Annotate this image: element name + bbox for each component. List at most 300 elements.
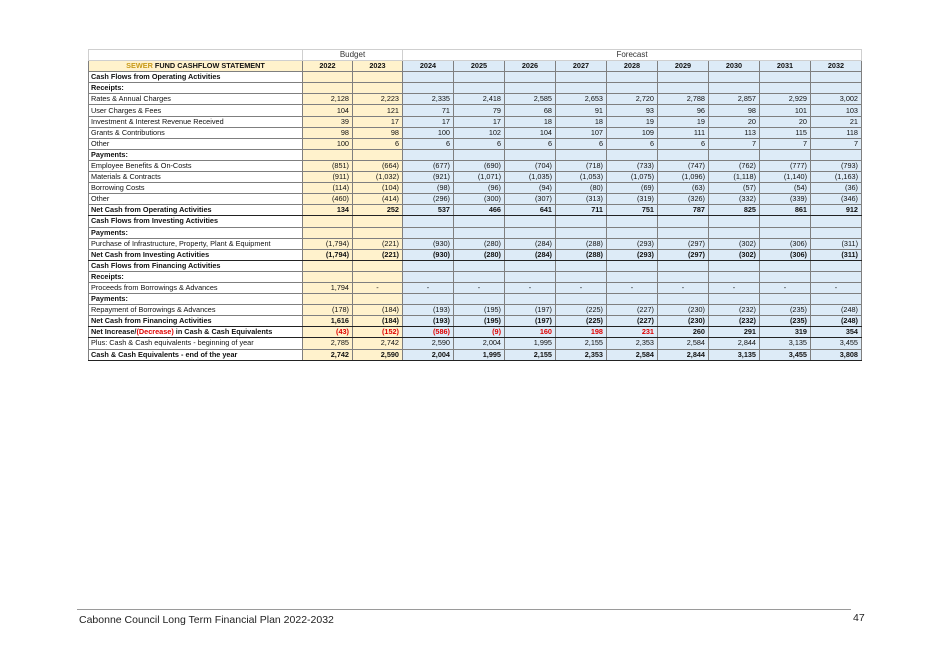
- value-cell: 6: [353, 138, 403, 149]
- year-header-2032: 2032: [811, 61, 862, 72]
- row-label-part-red: (Decrease): [136, 327, 174, 337]
- value-cell: -: [607, 282, 658, 293]
- value-cell: (311): [811, 249, 862, 260]
- value-cell: 2,584: [607, 349, 658, 360]
- value-cell: [760, 216, 811, 227]
- value-cell: 111: [658, 127, 709, 138]
- value-cell: (288): [556, 238, 607, 249]
- value-cell: [607, 149, 658, 160]
- value-cell: (911): [303, 172, 353, 183]
- row-label: Payments:: [89, 149, 303, 160]
- year-header-2029: 2029: [658, 61, 709, 72]
- value-cell: (36): [811, 183, 862, 194]
- value-cell: 231: [607, 327, 658, 338]
- value-cell: -: [403, 282, 454, 293]
- footer-document-title: Cabonne Council Long Term Financial Plan 2022-2032: [79, 614, 334, 626]
- year-header-2030: 2030: [709, 61, 760, 72]
- value-cell: -: [811, 282, 862, 293]
- value-cell: (1,163): [811, 172, 862, 183]
- value-cell: (248): [811, 305, 862, 316]
- value-cell: 17: [403, 116, 454, 127]
- row-label-part: Net Increase/: [91, 327, 137, 337]
- value-cell: [760, 271, 811, 282]
- group-header-row: [89, 50, 862, 61]
- table-row: [89, 116, 862, 127]
- value-cell: [811, 294, 862, 305]
- year-header-2022: 2022: [303, 61, 353, 72]
- value-cell: [303, 83, 353, 94]
- value-cell: 2,335: [403, 94, 454, 105]
- value-cell: (178): [303, 305, 353, 316]
- value-cell: (69): [607, 183, 658, 194]
- year-header-2031: 2031: [760, 61, 811, 72]
- value-cell: (1,140): [760, 172, 811, 183]
- value-cell: (235): [760, 305, 811, 316]
- value-cell: 20: [709, 116, 760, 127]
- value-cell: 7: [811, 138, 862, 149]
- value-cell: (793): [811, 160, 862, 171]
- value-cell: 291: [709, 327, 760, 338]
- value-cell: (677): [403, 160, 454, 171]
- row-label: User Charges & Fees: [89, 105, 303, 116]
- table-row: [89, 271, 862, 282]
- value-cell: [709, 72, 760, 83]
- value-cell: [556, 271, 607, 282]
- value-cell: (280): [454, 249, 505, 260]
- value-cell: 98: [303, 127, 353, 138]
- value-cell: -: [353, 282, 403, 293]
- row-label: Investment & Interest Revenue Received: [89, 116, 303, 127]
- value-cell: (230): [658, 305, 709, 316]
- value-cell: 3,135: [709, 349, 760, 360]
- value-cell: 3,455: [760, 349, 811, 360]
- value-cell: [556, 260, 607, 271]
- value-cell: 912: [811, 205, 862, 216]
- value-cell: 160: [505, 327, 556, 338]
- value-cell: [709, 216, 760, 227]
- value-cell: (193): [403, 316, 454, 327]
- table-row: [89, 327, 862, 338]
- value-cell: [709, 83, 760, 94]
- row-label: Cash & Cash Equivalents - end of the year: [89, 349, 303, 360]
- value-cell: [505, 260, 556, 271]
- value-cell: (300): [454, 194, 505, 205]
- value-cell: [505, 149, 556, 160]
- value-cell: (293): [607, 249, 658, 260]
- value-cell: (302): [709, 238, 760, 249]
- value-cell: (284): [505, 249, 556, 260]
- value-cell: [811, 260, 862, 271]
- value-cell: 93: [607, 105, 658, 116]
- value-cell: 2,788: [658, 94, 709, 105]
- row-label: Net Cash from Financing Activities: [89, 316, 303, 327]
- year-header-2025: 2025: [454, 61, 505, 72]
- value-cell: (184): [353, 305, 403, 316]
- value-cell: 2,004: [403, 349, 454, 360]
- value-cell: 354: [811, 327, 862, 338]
- value-cell: (296): [403, 194, 454, 205]
- page-number: 47: [853, 612, 865, 624]
- statement-title: [89, 61, 303, 72]
- value-cell: (1,071): [454, 172, 505, 183]
- value-cell: 19: [607, 116, 658, 127]
- year-header-row: [89, 61, 862, 72]
- value-cell: (43): [303, 327, 353, 338]
- value-cell: 2,418: [454, 94, 505, 105]
- value-cell: (346): [811, 194, 862, 205]
- value-cell: [454, 271, 505, 282]
- value-cell: (930): [403, 249, 454, 260]
- value-cell: 2,844: [709, 338, 760, 349]
- value-cell: 2,653: [556, 94, 607, 105]
- year-header-2027: 2027: [556, 61, 607, 72]
- value-cell: (280): [454, 238, 505, 249]
- value-cell: (851): [303, 160, 353, 171]
- value-cell: [454, 294, 505, 305]
- value-cell: 109: [607, 127, 658, 138]
- value-cell: (193): [403, 305, 454, 316]
- value-cell: 101: [760, 105, 811, 116]
- value-cell: [811, 149, 862, 160]
- row-label: Materials & Contracts: [89, 172, 303, 183]
- value-cell: 107: [556, 127, 607, 138]
- value-cell: 711: [556, 205, 607, 216]
- table-row: [89, 338, 862, 349]
- row-label: Cash Flows from Financing Activities: [89, 260, 303, 271]
- value-cell: (232): [709, 316, 760, 327]
- value-cell: 2,584: [658, 338, 709, 349]
- value-cell: (332): [709, 194, 760, 205]
- row-label: Net Cash from Operating Activities: [89, 205, 303, 216]
- value-cell: [303, 271, 353, 282]
- value-cell: [556, 227, 607, 238]
- value-cell: 2,223: [353, 94, 403, 105]
- table-row: [89, 138, 862, 149]
- value-cell: 2,155: [505, 349, 556, 360]
- value-cell: 3,808: [811, 349, 862, 360]
- value-cell: [658, 149, 709, 160]
- value-cell: [303, 294, 353, 305]
- footer-divider: [77, 609, 851, 610]
- value-cell: [709, 227, 760, 238]
- value-cell: (1,032): [353, 172, 403, 183]
- value-cell: [607, 271, 658, 282]
- value-cell: 71: [403, 105, 454, 116]
- value-cell: (311): [811, 238, 862, 249]
- value-cell: 134: [303, 205, 353, 216]
- value-cell: 79: [454, 105, 505, 116]
- value-cell: 198: [556, 327, 607, 338]
- value-cell: [353, 83, 403, 94]
- value-cell: 2,585: [505, 94, 556, 105]
- value-cell: [607, 83, 658, 94]
- value-cell: 100: [303, 138, 353, 149]
- value-cell: [556, 149, 607, 160]
- value-cell: (98): [403, 183, 454, 194]
- value-cell: [505, 271, 556, 282]
- value-cell: [658, 72, 709, 83]
- value-cell: -: [505, 282, 556, 293]
- value-cell: [454, 227, 505, 238]
- value-cell: [403, 271, 454, 282]
- value-cell: (921): [403, 172, 454, 183]
- row-label: Payments:: [89, 227, 303, 238]
- row-label: Rates & Annual Charges: [89, 94, 303, 105]
- value-cell: (80): [556, 183, 607, 194]
- value-cell: (326): [658, 194, 709, 205]
- value-cell: (414): [353, 194, 403, 205]
- value-cell: [454, 260, 505, 271]
- value-cell: [556, 72, 607, 83]
- value-cell: (114): [303, 183, 353, 194]
- value-cell: (1,794): [303, 238, 353, 249]
- value-cell: 17: [353, 116, 403, 127]
- value-cell: 1,995: [454, 349, 505, 360]
- row-label: Grants & Contributions: [89, 127, 303, 138]
- value-cell: 91: [556, 105, 607, 116]
- value-cell: 751: [607, 205, 658, 216]
- value-cell: [403, 72, 454, 83]
- row-label: Plus: Cash & Cash equivalents - beginning of year: [89, 338, 303, 349]
- value-cell: [303, 149, 353, 160]
- value-cell: (733): [607, 160, 658, 171]
- value-cell: 2,844: [658, 349, 709, 360]
- forecast-header: Forecast: [403, 50, 862, 61]
- value-cell: (747): [658, 160, 709, 171]
- value-cell: (339): [760, 194, 811, 205]
- value-cell: 104: [303, 105, 353, 116]
- value-cell: 6: [658, 138, 709, 149]
- value-cell: 3,455: [811, 338, 862, 349]
- value-cell: [505, 216, 556, 227]
- value-cell: (297): [658, 238, 709, 249]
- value-cell: (104): [353, 183, 403, 194]
- value-cell: [556, 83, 607, 94]
- value-cell: 18: [556, 116, 607, 127]
- header-blank-cell: [89, 50, 303, 61]
- value-cell: -: [454, 282, 505, 293]
- value-cell: 115: [760, 127, 811, 138]
- value-cell: 2,857: [709, 94, 760, 105]
- value-cell: [709, 149, 760, 160]
- value-cell: [607, 72, 658, 83]
- value-cell: (690): [454, 160, 505, 171]
- value-cell: (94): [505, 183, 556, 194]
- value-cell: 6: [505, 138, 556, 149]
- value-cell: [658, 260, 709, 271]
- table-row: [89, 183, 862, 194]
- value-cell: 102: [454, 127, 505, 138]
- row-label: Repayment of Borrowings & Advances: [89, 305, 303, 316]
- value-cell: [760, 72, 811, 83]
- row-label-part: in Cash & Cash Equivalents: [173, 327, 273, 337]
- value-cell: [658, 83, 709, 94]
- title-sewer-word: SEWER: [126, 61, 153, 71]
- value-cell: [658, 294, 709, 305]
- value-cell: [709, 271, 760, 282]
- row-label: Receipts:: [89, 271, 303, 282]
- value-cell: 118: [811, 127, 862, 138]
- value-cell: (284): [505, 238, 556, 249]
- table-row: [89, 72, 862, 83]
- year-header-2028: 2028: [607, 61, 658, 72]
- table-row: [89, 305, 862, 316]
- table-row: [89, 205, 862, 216]
- title-rest: FUND CASHFLOW STATEMENT: [152, 61, 265, 71]
- row-label: Net Cash from Investing Activities: [89, 249, 303, 260]
- value-cell: (762): [709, 160, 760, 171]
- value-cell: (1,053): [556, 172, 607, 183]
- table-row: [89, 294, 862, 305]
- value-cell: 3,135: [760, 338, 811, 349]
- value-cell: (288): [556, 249, 607, 260]
- value-cell: [303, 227, 353, 238]
- value-cell: 641: [505, 205, 556, 216]
- value-cell: [556, 216, 607, 227]
- value-cell: 2,785: [303, 338, 353, 349]
- value-cell: 2,353: [607, 338, 658, 349]
- value-cell: [811, 216, 862, 227]
- table-row: [89, 194, 862, 205]
- value-cell: [403, 149, 454, 160]
- value-cell: (63): [658, 183, 709, 194]
- value-cell: 861: [760, 205, 811, 216]
- row-label: Cash Flows from Investing Activities: [89, 216, 303, 227]
- value-cell: [353, 260, 403, 271]
- value-cell: [607, 294, 658, 305]
- value-cell: 2,720: [607, 94, 658, 105]
- value-cell: (232): [709, 305, 760, 316]
- value-cell: (225): [556, 305, 607, 316]
- value-cell: [353, 294, 403, 305]
- value-cell: [454, 216, 505, 227]
- row-label: [89, 327, 303, 338]
- value-cell: (227): [607, 305, 658, 316]
- value-cell: [454, 83, 505, 94]
- value-cell: 2,004: [454, 338, 505, 349]
- value-cell: [353, 72, 403, 83]
- value-cell: (230): [658, 316, 709, 327]
- value-cell: 2,590: [353, 349, 403, 360]
- value-cell: (313): [556, 194, 607, 205]
- table-row: [89, 316, 862, 327]
- value-cell: (57): [709, 183, 760, 194]
- value-cell: -: [709, 282, 760, 293]
- value-cell: (54): [760, 183, 811, 194]
- value-cell: (664): [353, 160, 403, 171]
- value-cell: 787: [658, 205, 709, 216]
- value-cell: [403, 216, 454, 227]
- value-cell: (704): [505, 160, 556, 171]
- value-cell: (306): [760, 238, 811, 249]
- value-cell: [607, 216, 658, 227]
- value-cell: [709, 294, 760, 305]
- value-cell: [556, 294, 607, 305]
- table-row: [89, 227, 862, 238]
- value-cell: 98: [353, 127, 403, 138]
- table-row: [89, 149, 862, 160]
- value-cell: 6: [454, 138, 505, 149]
- row-label: Other: [89, 194, 303, 205]
- value-cell: [607, 260, 658, 271]
- value-cell: [607, 227, 658, 238]
- value-cell: (319): [607, 194, 658, 205]
- row-label: Cash Flows from Operating Activities: [89, 72, 303, 83]
- value-cell: 98: [709, 105, 760, 116]
- value-cell: [760, 260, 811, 271]
- value-cell: 18: [505, 116, 556, 127]
- row-label: Employee Benefits & On-Costs: [89, 160, 303, 171]
- value-cell: 103: [811, 105, 862, 116]
- value-cell: (197): [505, 305, 556, 316]
- row-label: Receipts:: [89, 83, 303, 94]
- value-cell: [811, 271, 862, 282]
- year-header-2026: 2026: [505, 61, 556, 72]
- value-cell: [403, 294, 454, 305]
- table-row: [89, 249, 862, 260]
- value-cell: (293): [607, 238, 658, 249]
- value-cell: (96): [454, 183, 505, 194]
- value-cell: (197): [505, 316, 556, 327]
- value-cell: (1,035): [505, 172, 556, 183]
- value-cell: (225): [556, 316, 607, 327]
- value-cell: [353, 216, 403, 227]
- table-row: [89, 349, 862, 360]
- value-cell: 2,155: [556, 338, 607, 349]
- value-cell: [505, 83, 556, 94]
- value-cell: (9): [454, 327, 505, 338]
- value-cell: 20: [760, 116, 811, 127]
- value-cell: (302): [709, 249, 760, 260]
- table-row: [89, 94, 862, 105]
- value-cell: 39: [303, 116, 353, 127]
- value-cell: 6: [556, 138, 607, 149]
- value-cell: [403, 83, 454, 94]
- year-header-2024: 2024: [403, 61, 454, 72]
- value-cell: 21: [811, 116, 862, 127]
- value-cell: [303, 72, 353, 83]
- value-cell: (718): [556, 160, 607, 171]
- value-cell: 252: [353, 205, 403, 216]
- value-cell: 6: [403, 138, 454, 149]
- value-cell: [505, 72, 556, 83]
- value-cell: 2,742: [353, 338, 403, 349]
- value-cell: [658, 271, 709, 282]
- value-cell: 466: [454, 205, 505, 216]
- value-cell: [403, 227, 454, 238]
- value-cell: (227): [607, 316, 658, 327]
- row-label: Other: [89, 138, 303, 149]
- value-cell: (1,075): [607, 172, 658, 183]
- value-cell: 2,929: [760, 94, 811, 105]
- value-cell: (248): [811, 316, 862, 327]
- year-header-2023: 2023: [353, 61, 403, 72]
- value-cell: [353, 227, 403, 238]
- value-cell: 7: [760, 138, 811, 149]
- value-cell: 1,616: [303, 316, 353, 327]
- value-cell: 113: [709, 127, 760, 138]
- table-row: [89, 105, 862, 116]
- table-row: [89, 83, 862, 94]
- value-cell: 1,794: [303, 282, 353, 293]
- value-cell: 68: [505, 105, 556, 116]
- table-row: [89, 172, 862, 183]
- value-cell: -: [760, 282, 811, 293]
- value-cell: (221): [353, 249, 403, 260]
- value-cell: 825: [709, 205, 760, 216]
- value-cell: (777): [760, 160, 811, 171]
- value-cell: [454, 149, 505, 160]
